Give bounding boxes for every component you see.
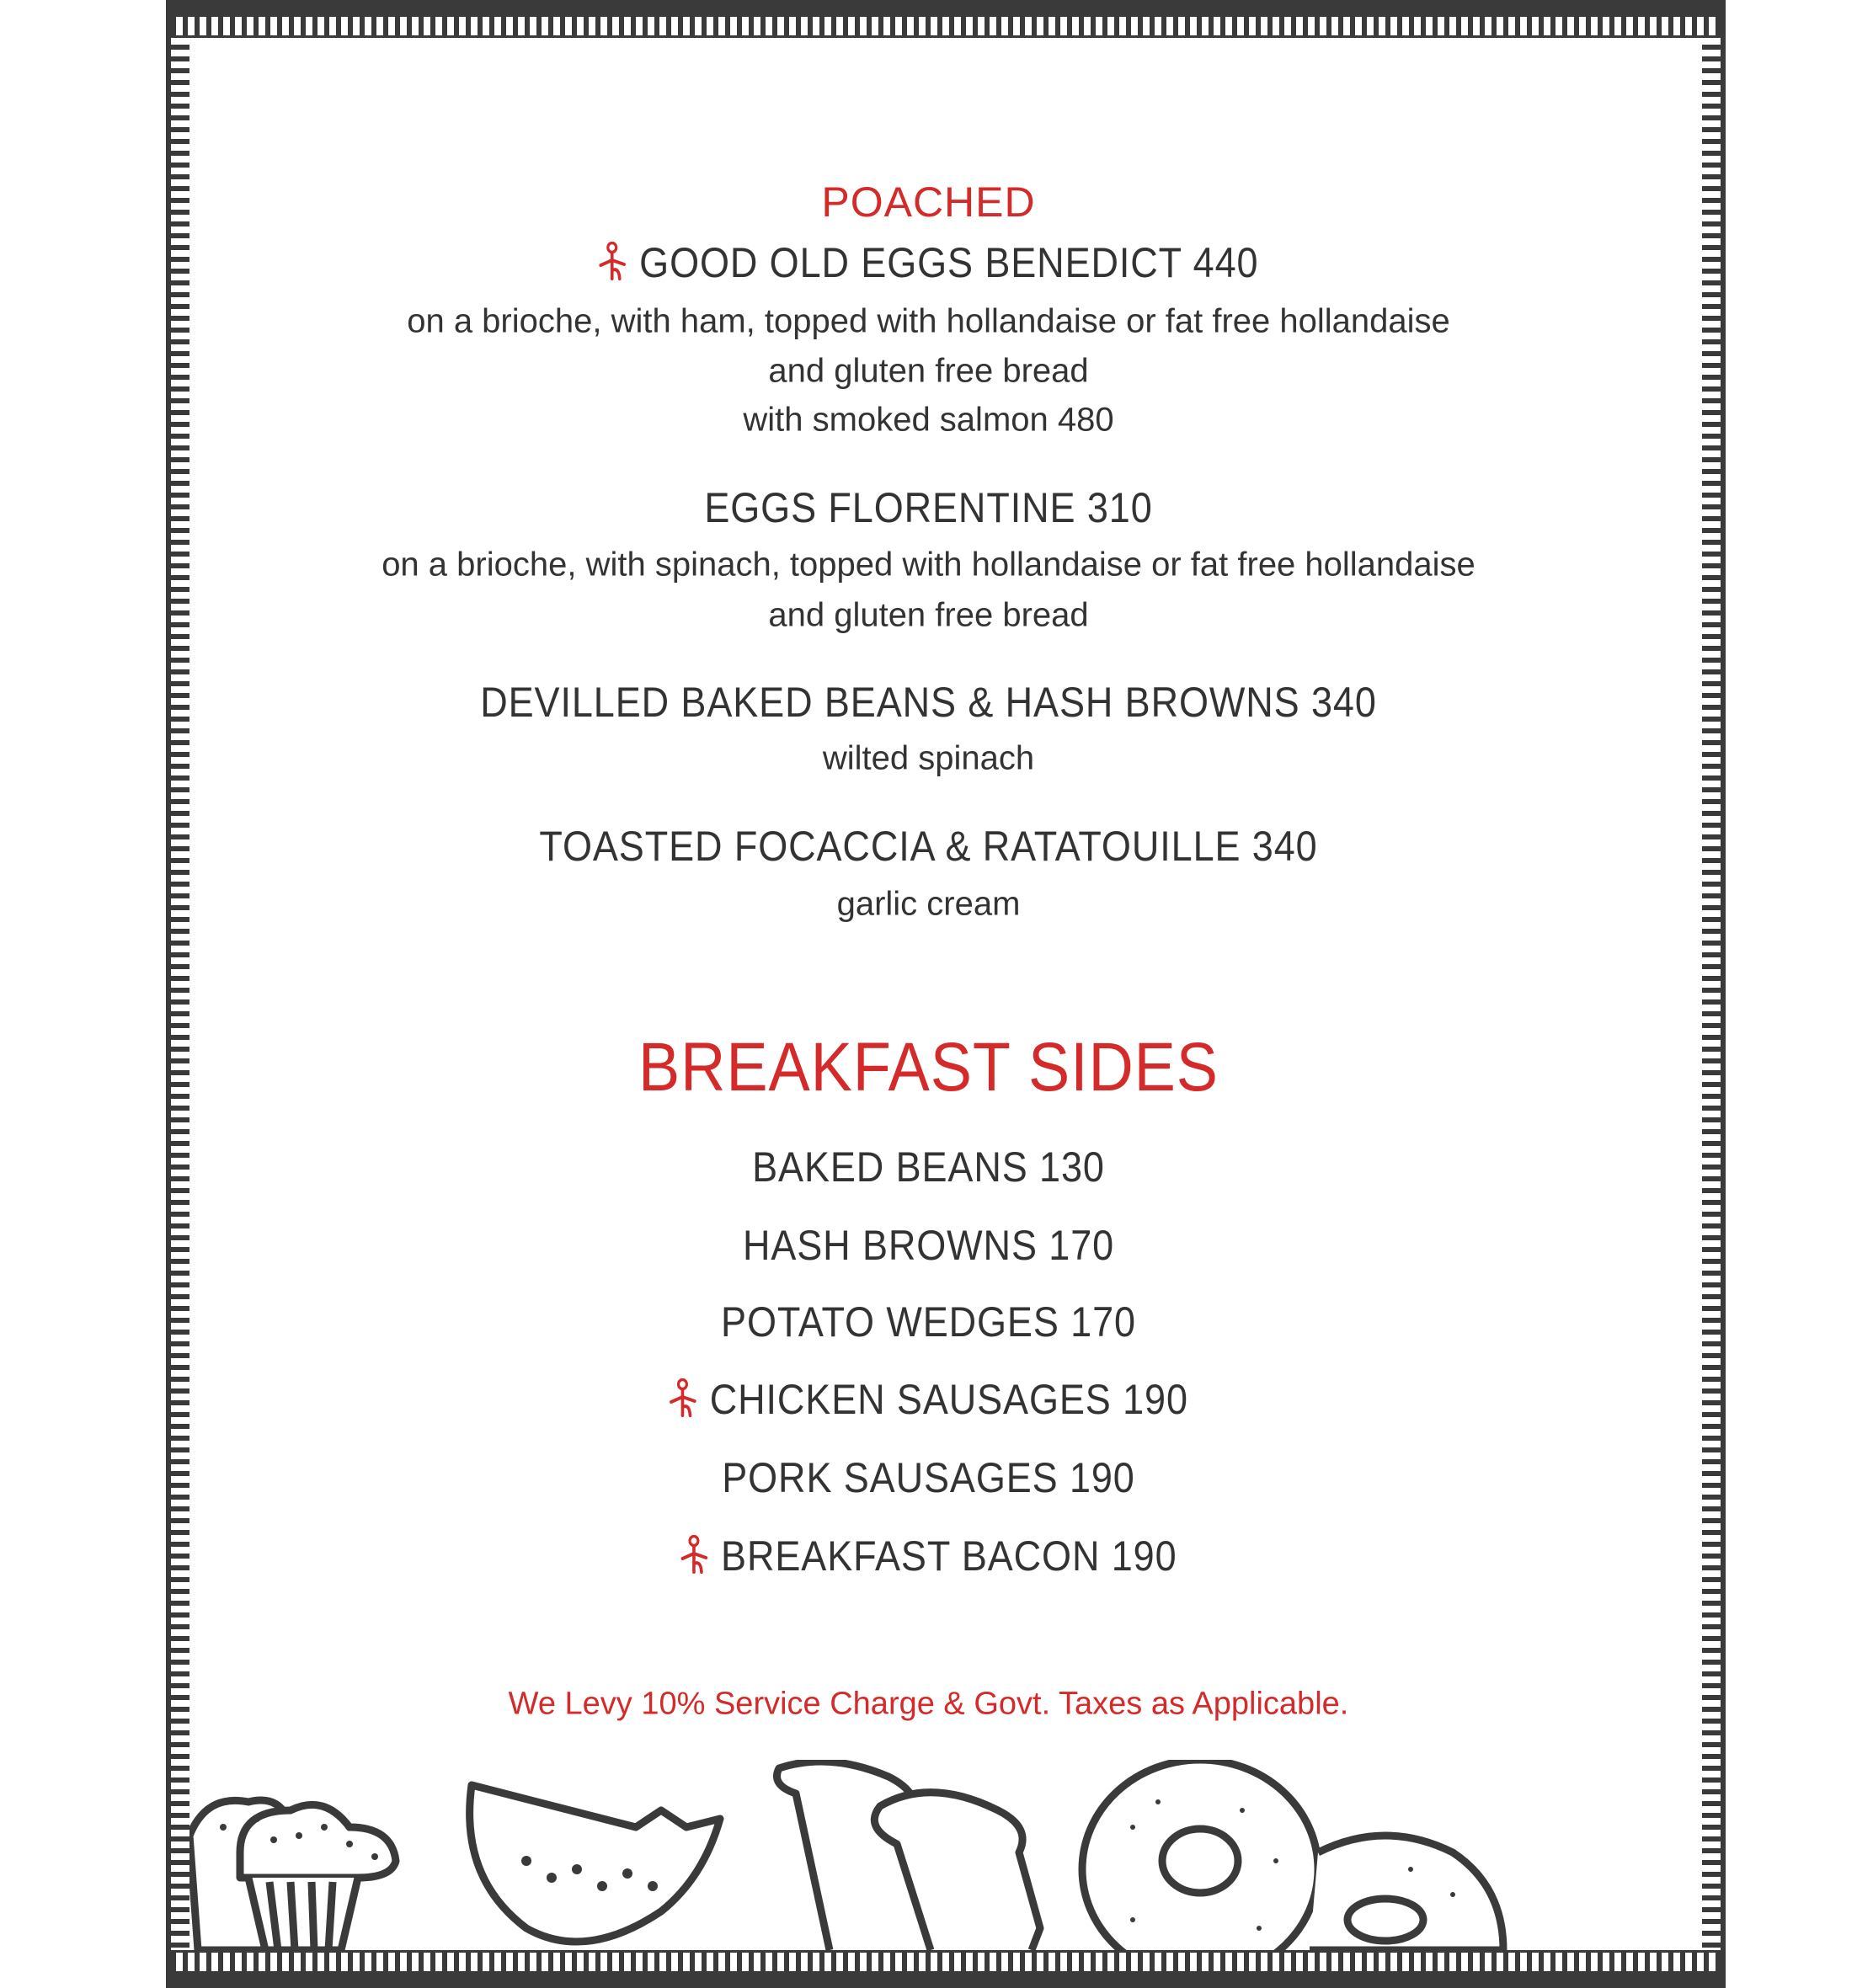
breakfast-illustration	[189, 1760, 1702, 1950]
bread-icon	[777, 1761, 1041, 1950]
bagel-icon	[1082, 1760, 1503, 1950]
menu-item-focaccia: TOASTED FOCACCIA & RATATOUILLE 340	[539, 823, 1318, 870]
side-item: HASH BROWNS 170	[742, 1222, 1115, 1269]
item-description: with smoked salmon 480	[743, 401, 1114, 439]
menu-item-eggs-florentine: EGGS FLORENTINE 310	[704, 484, 1153, 531]
menu-item-devilled-beans: DEVILLED BAKED BEANS & HASH BROWNS 340	[480, 679, 1377, 726]
item-description: and gluten free bread	[768, 596, 1089, 634]
non-veg-icon	[669, 1378, 697, 1417]
item-description: on a brioche, with ham, topped with hollandaise or fat free hollandaise	[407, 302, 1450, 340]
item-name: BREAKFAST BACON 190	[721, 1532, 1177, 1580]
item-description: and gluten free bread	[768, 352, 1089, 390]
section-title-poached: POACHED	[821, 179, 1036, 226]
watermelon-icon	[470, 1785, 720, 1942]
non-veg-icon	[599, 242, 627, 280]
border-stripes-top	[176, 17, 1716, 35]
service-charge-note: We Levy 10% Service Charge & Govt. Taxes as Applicable.	[508, 1686, 1349, 1722]
item-description: garlic cream	[836, 885, 1021, 923]
item-name: GOOD OLD EGGS BENEDICT 440	[639, 239, 1259, 286]
section-title-breakfast-sides: BREAKFAST SIDES	[638, 1029, 1219, 1106]
border-stripes-bottom	[176, 1953, 1716, 1971]
item-description: wilted spinach	[822, 739, 1035, 777]
item-name: CHICKEN SAUSAGES 190	[709, 1376, 1188, 1423]
muffin-icon	[189, 1800, 396, 1950]
side-item	[93, 1532, 1764, 1580]
side-item: PORK SAUSAGES 190	[722, 1454, 1135, 1501]
side-item	[93, 1375, 1764, 1424]
non-veg-icon	[680, 1535, 708, 1574]
side-item: BAKED BEANS 130	[752, 1143, 1105, 1191]
menu-item-eggs-benedict	[93, 238, 1764, 287]
side-item: POTATO WEDGES 170	[721, 1298, 1136, 1346]
item-description: on a brioche, with spinach, topped with hollandaise or fat free hollandaise	[382, 546, 1475, 584]
